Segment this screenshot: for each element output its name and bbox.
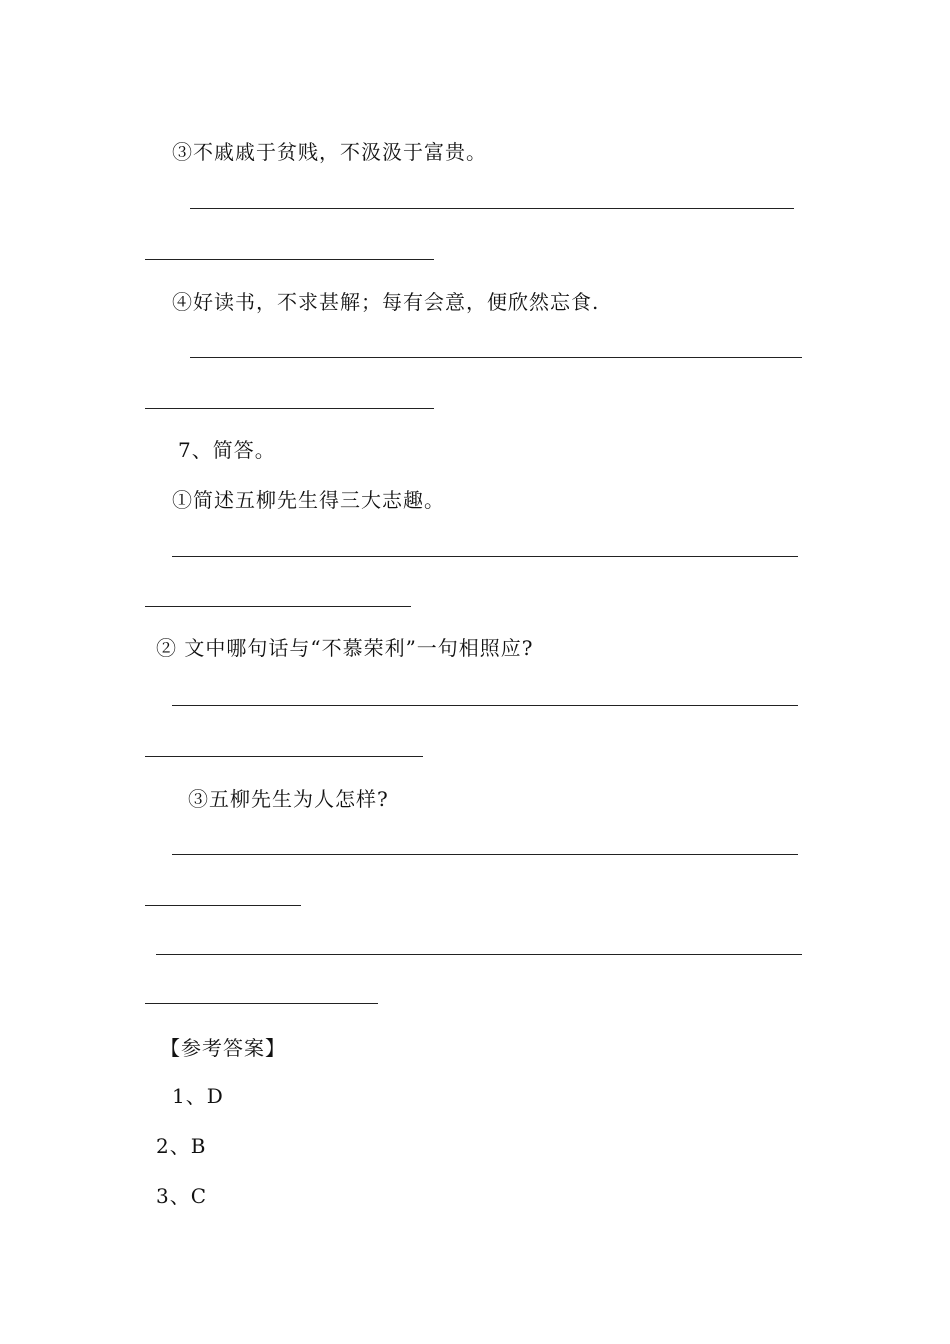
answer-line [190,357,802,358]
answers-title: 【参考答案】 [160,1036,286,1060]
answer-line [145,905,301,906]
answer-line [172,556,798,557]
answer-line [172,705,798,706]
question-7-2: ② 文中哪句话与“不慕荣利”一句相照应? [156,636,534,660]
answer-line [145,756,423,757]
answer-line [145,259,434,260]
answer-line [145,1003,378,1004]
answer-item: 2、B [156,1134,207,1158]
answer-item: 3、C [156,1184,208,1208]
question-7-3: ③五柳先生为人怎样? [188,787,389,811]
answer-line [145,606,411,607]
question-6-3: ③不戚戚于贫贱，不汲汲于富贵。 [172,140,487,164]
question-6-4: ④好读书，不求甚解；每有会意，便欣然忘食. [172,290,600,314]
question-7-title: 7、简答。 [178,438,276,462]
answer-line [190,208,794,209]
question-7-1: ①简述五柳先生得三大志趣。 [172,488,445,512]
answer-line [172,854,798,855]
answer-item: 1、D [172,1084,224,1108]
answer-line [156,954,802,955]
answer-line [145,408,434,409]
